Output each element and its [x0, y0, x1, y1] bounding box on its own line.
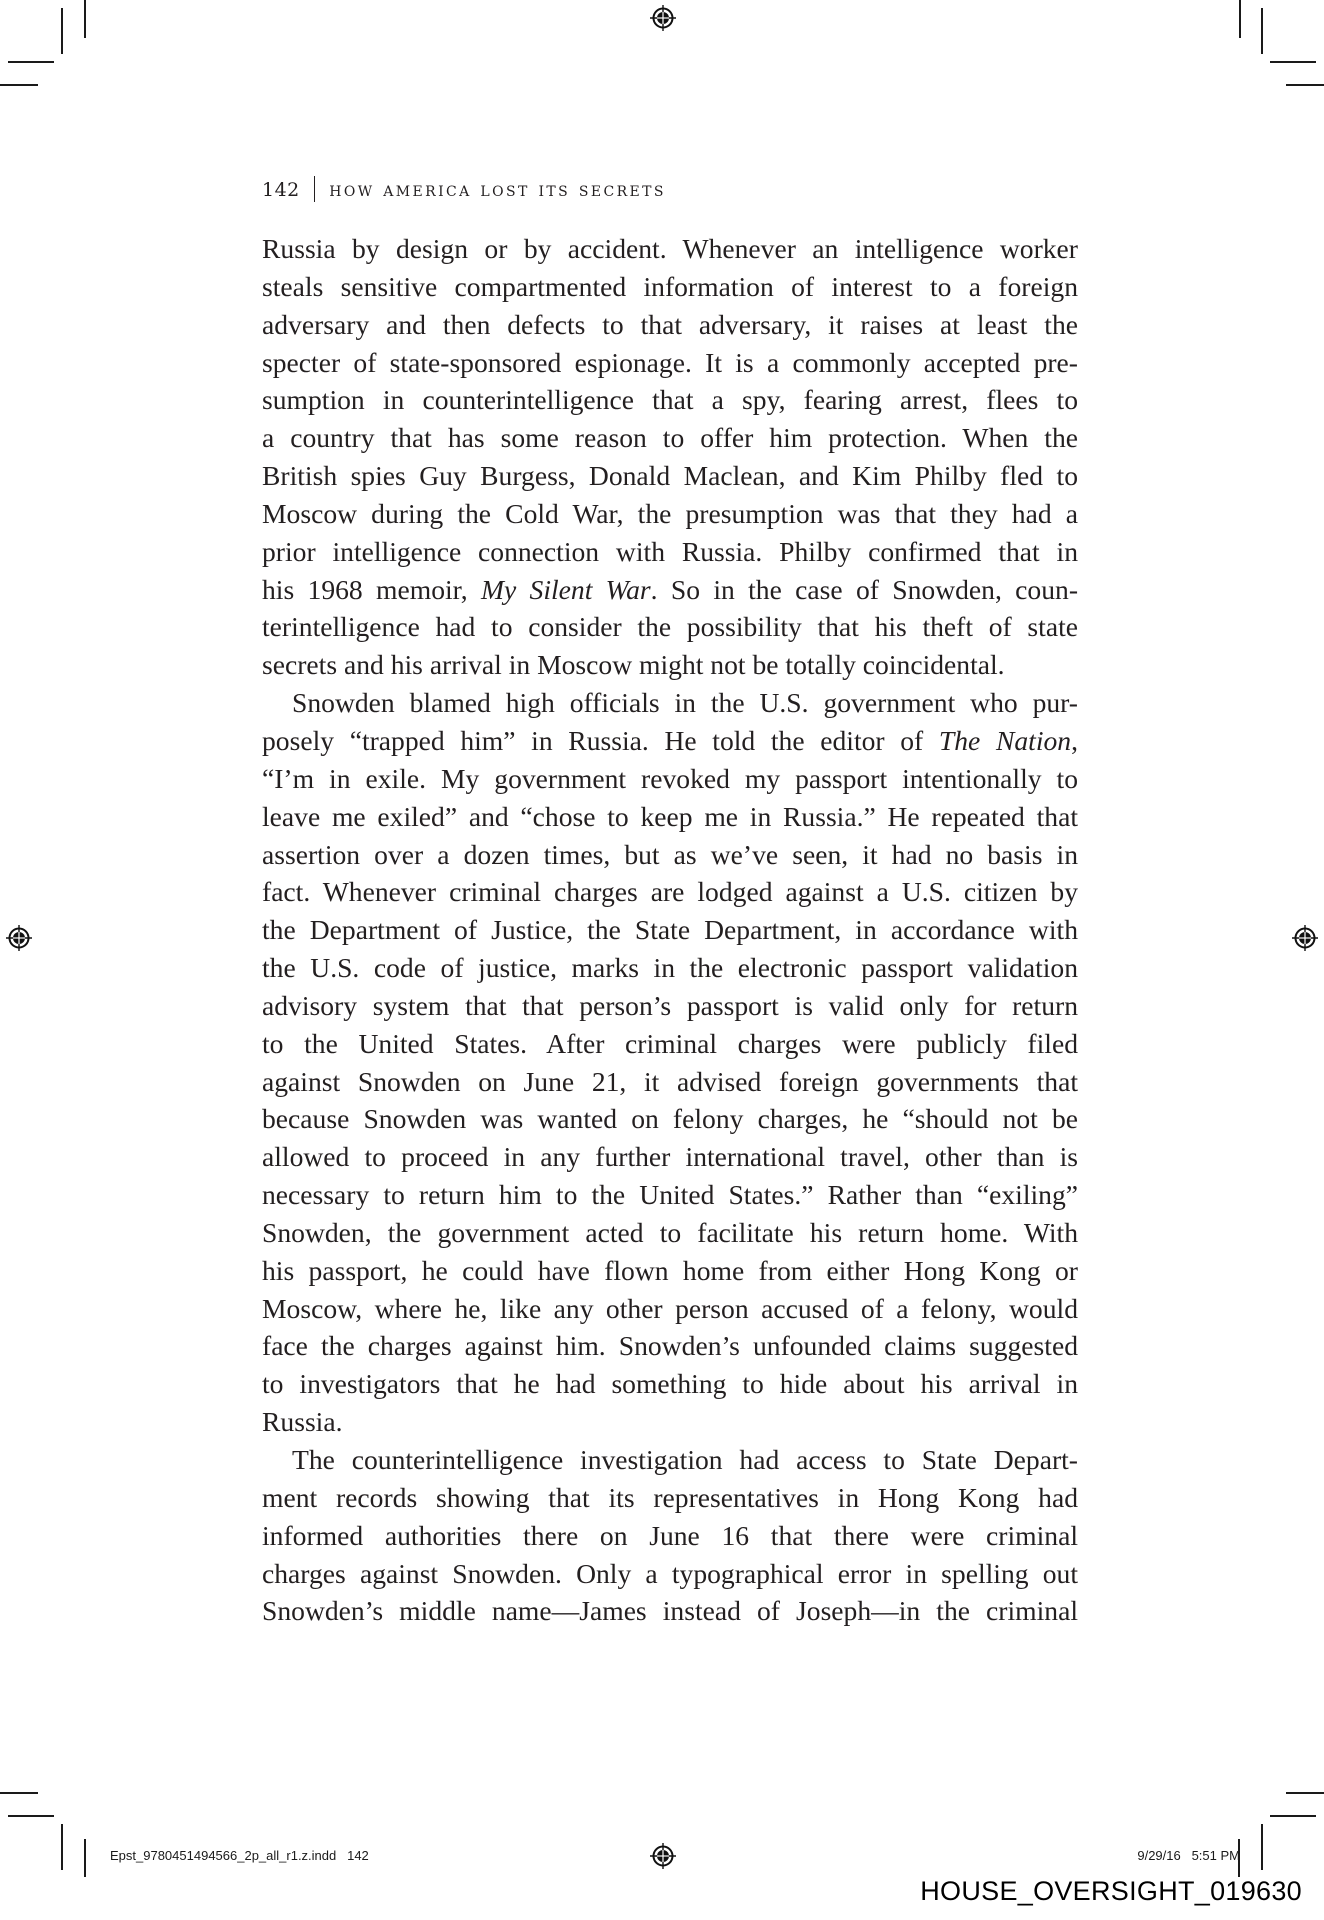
text-line-content: allowed to proceed in any further international travel, other than is [262, 1141, 1078, 1173]
italic-title: My Silent War [480, 573, 651, 605]
crop-mark [0, 84, 38, 86]
text-line-content: face the charges against him. Snowden’s unfounded claims suggested [262, 1330, 1078, 1362]
text-line-content: Moscow, where he, like any other person accused of a felony, would [262, 1292, 1078, 1324]
text-line-content: his passport, he could have flown home from either Hong Kong or [262, 1254, 1078, 1286]
text-line-content: to investigators that he had something to hide about his arrival in [262, 1368, 1078, 1400]
text-line-content: against Snowden on June 21, it advised foreign governments that [262, 1065, 1078, 1097]
text-line [262, 911, 1078, 949]
text-line-content: The counterintelligence investigation had access to State Depart- [292, 1444, 1078, 1475]
text-line [262, 1592, 1078, 1630]
registration-target-icon [1292, 925, 1318, 951]
text-line [262, 495, 1078, 533]
text-line-segment: posely “trapped him” in Russia. He told the editor of [262, 724, 939, 756]
text-line-segment: . So in the case of Snowden, coun- [650, 573, 1079, 605]
crop-mark [8, 1815, 54, 1817]
text-line [262, 419, 1078, 457]
text-line [262, 987, 1078, 1025]
crop-mark [61, 8, 63, 54]
text-line [262, 722, 1078, 760]
text-line-content: secrets and his arrival in Moscow might not be totally coincidental. [262, 649, 1005, 681]
text-line-content: Snowden’s middle name—James instead of Joseph—in the criminal [262, 1595, 1078, 1627]
registration-target-icon [650, 1843, 676, 1869]
text-line-content: charges against Snowden. Only a typographical error in spelling out [262, 1557, 1078, 1589]
crop-mark [1270, 1815, 1316, 1817]
text-line [262, 268, 1078, 306]
text-line-content: British spies Guy Burgess, Donald Maclean, and Kim Philby fled to [262, 460, 1078, 492]
text-line [262, 381, 1078, 419]
bates-number: HOUSE_OVERSIGHT_019630 [920, 1876, 1302, 1906]
running-head-divider [314, 176, 316, 202]
text-line-content: informed authorities there on June 16 that there were criminal [262, 1519, 1078, 1551]
text-line [262, 798, 1078, 836]
text-line [262, 571, 1078, 609]
book-title: how america lost its secrets [329, 177, 666, 201]
text-line-content: ment records showing that its representatives in Hong Kong had [262, 1481, 1078, 1513]
body-text [262, 230, 1078, 1630]
text-line-content: Moscow during the Cold War, the presumption was that they had a [262, 497, 1078, 529]
crop-mark [1286, 1792, 1324, 1794]
text-line [262, 1327, 1078, 1365]
text-line [262, 646, 1078, 684]
text-line [262, 760, 1078, 798]
text-line [262, 230, 1078, 268]
text-line [262, 1063, 1078, 1101]
text-line [262, 684, 1078, 722]
text-line [262, 1555, 1078, 1593]
text-line [262, 1290, 1078, 1328]
text-line [262, 949, 1078, 987]
text-line [262, 306, 1078, 344]
slug-time: 5:51 PM [1191, 1848, 1240, 1863]
text-line-content: necessary to return him to the United States.” Rather than “exiling” [262, 1179, 1078, 1211]
text-line [262, 1365, 1078, 1403]
slug-file-info [110, 1848, 369, 1863]
crop-mark [84, 0, 86, 38]
text-line-segment: , [1071, 724, 1078, 756]
slug-file-page: 142 [347, 1848, 369, 1863]
text-line [262, 1517, 1078, 1555]
text-line-content: to the United States. After criminal charges were publicly filed [262, 1027, 1078, 1059]
text-line [262, 1176, 1078, 1214]
crop-mark [1261, 1824, 1263, 1870]
text-line-content: Snowden, the government acted to facilitate his return home. With [262, 1216, 1078, 1248]
text-line-content: terintelligence had to consider the possibility that his theft of state [262, 611, 1078, 643]
registration-target-icon [6, 925, 32, 951]
text-line [262, 1100, 1078, 1138]
text-line [262, 1138, 1078, 1176]
text-line [262, 344, 1078, 382]
text-line [262, 533, 1078, 571]
crop-mark [1270, 61, 1316, 63]
text-line [262, 457, 1078, 495]
text-line-content: the Department of Justice, the State Department, in accordance with [262, 914, 1078, 946]
text-line-content: adversary and then defects to that adversary, it raises at least the [262, 308, 1078, 340]
text-line [262, 1214, 1078, 1252]
text-line-content: sumption in counterintelligence that a spy, fearing arrest, flees to [262, 384, 1078, 416]
slug-file-name: Epst_9780451494566_2p_all_r1.z.indd [110, 1848, 337, 1863]
text-line [262, 1252, 1078, 1290]
crop-mark [1261, 8, 1263, 54]
text-line [262, 1441, 1078, 1479]
text-line-content: because Snowden was wanted on felony charges, he “should not be [262, 1103, 1078, 1135]
text-line [262, 1403, 1078, 1441]
crop-mark [0, 1792, 38, 1794]
slug-timestamp [1137, 1848, 1240, 1863]
crop-mark [1239, 0, 1241, 38]
text-line-content: specter of state-sponsored espionage. It is a commonly accepted pre- [262, 346, 1078, 378]
text-line-content: prior intelligence connection with Russia. Philby confirmed that in [262, 535, 1078, 567]
text-line-content: the U.S. code of justice, marks in the electronic passport validation [262, 952, 1078, 984]
text-line-content: steals sensitive compartmented information of interest to a foreign [262, 270, 1078, 302]
page-number: 142 [262, 179, 300, 201]
text-line [262, 873, 1078, 911]
text-line-content: leave me exiled” and “chose to keep me in Russia.” He repeated that [262, 800, 1078, 832]
text-line-content: a country that has some reason to offer him protection. When the [262, 422, 1078, 454]
text-line-content: advisory system that that person’s passport is valid only for return [262, 989, 1078, 1021]
italic-title: The Nation [938, 724, 1072, 756]
crop-mark [1286, 84, 1324, 86]
running-head [262, 176, 666, 202]
text-line-content: fact. Whenever criminal charges are lodged against a U.S. citizen by [262, 876, 1078, 908]
text-line [262, 836, 1078, 874]
text-line-content: Russia by design or by accident. Whenever an intelligence worker [262, 233, 1078, 264]
crop-mark [61, 1824, 63, 1870]
crop-mark [8, 61, 54, 63]
text-line-segment: his 1968 memoir, [262, 573, 481, 605]
registration-target-icon [650, 5, 676, 31]
text-line [262, 1025, 1078, 1063]
slug-date: 9/29/16 [1137, 1848, 1181, 1863]
text-line [262, 608, 1078, 646]
crop-mark [84, 1839, 86, 1877]
text-line-content: “I’m in exile. My government revoked my passport intentionally to [262, 762, 1078, 794]
text-line-content: assertion over a dozen times, but as we’ve seen, it had no basis in [262, 838, 1078, 870]
text-line-content: Russia. [262, 1406, 343, 1438]
text-line-content: Snowden blamed high officials in the U.S. government who pur- [292, 687, 1078, 719]
text-line [262, 1479, 1078, 1517]
